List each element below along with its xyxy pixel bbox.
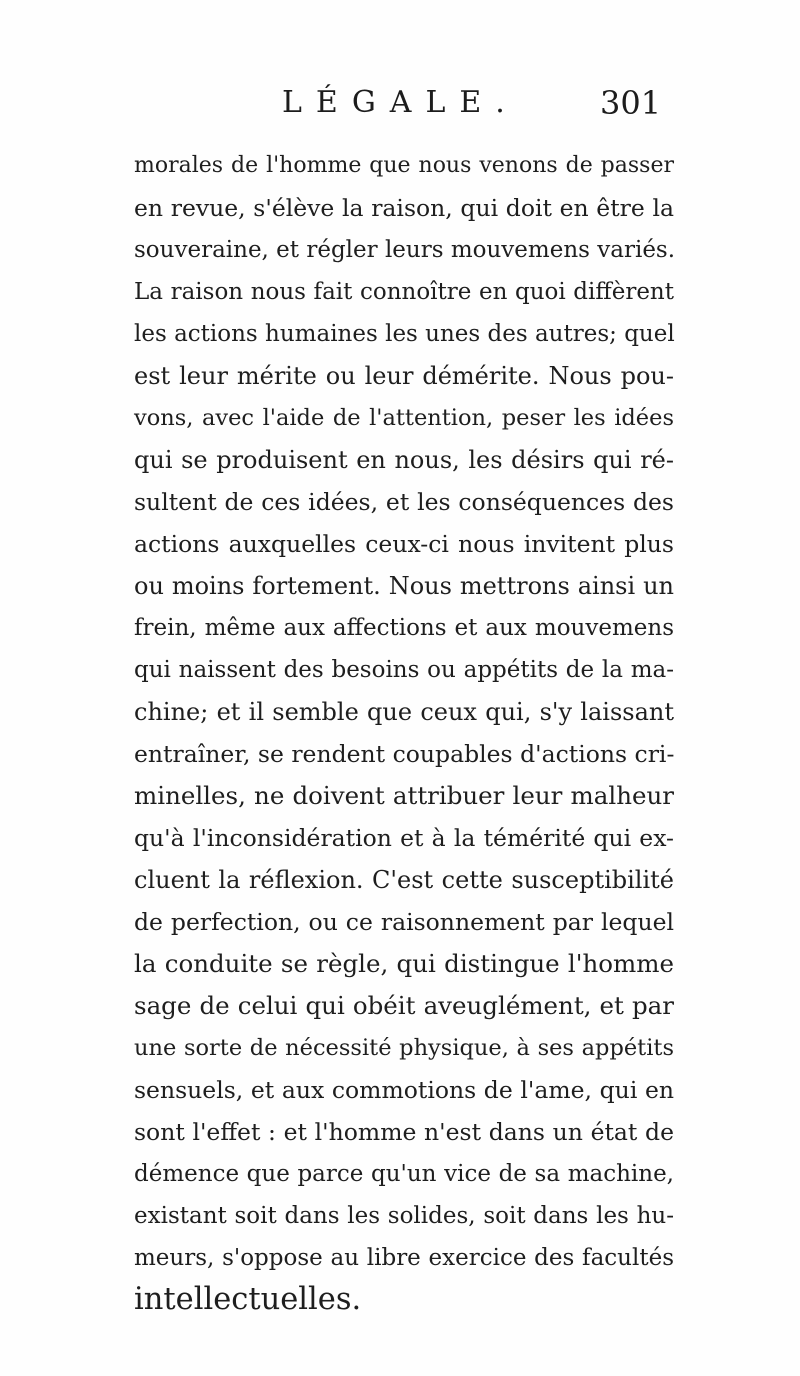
text-line: ou moins fortement. Nous mettrons ainsi un <box>134 572 674 600</box>
text-line: sultent de ces idées, et les conséquences des <box>134 488 674 516</box>
text-line: qui se produisent en nous, les désirs qui ré- <box>134 446 674 474</box>
text-line: démence que parce qu'un vice de sa machine, <box>134 1161 674 1187</box>
text-line: frein, même aux affections et aux mouvemens <box>134 615 674 641</box>
text-line: souveraine, et régler leurs mouvemens variés. <box>134 237 676 263</box>
text-line: chine; et il semble que ceux qui, s'y laissant <box>134 698 674 726</box>
text-line: vons, avec l'aide de l'attention, peser les idées <box>134 405 674 431</box>
text-line: morales de l'homme que nous venons de passer <box>134 153 674 178</box>
text-line: de perfection, ou ce raisonnement par lequel <box>134 908 674 936</box>
text-line: cluent la réflexion. C'est cette susceptibilité <box>134 866 674 894</box>
text-line: les actions humaines les unes des autres; quel <box>134 321 675 347</box>
text-line: intellectuelles. <box>134 1282 362 1317</box>
text-line: qui naissent des besoins ou appétits de la ma- <box>134 657 674 683</box>
text-line: une sorte de nécessité physique, à ses appétits <box>134 1035 674 1061</box>
text-line: actions auxquelles ceux-ci nous invitent plus <box>134 530 674 558</box>
text-line: qu'à l'inconsidération et à la témérité qui ex- <box>134 824 674 852</box>
text-line: minelles, ne doivent attribuer leur malheur <box>134 781 674 810</box>
text-line: entraîner, se rendent coupables d'actions cri- <box>134 740 675 768</box>
text-line: sage de celui qui obéit aveuglément, et par <box>134 991 674 1020</box>
running-title: LÉGALE. <box>282 85 519 120</box>
text-line: sont l'effet : et l'homme n'est dans un état de <box>134 1118 674 1146</box>
running-head <box>0 83 800 123</box>
page-number: 301 <box>600 84 662 122</box>
text-line: sensuels, et aux commotions de l'ame, qui en <box>134 1076 674 1104</box>
text-line: existant soit dans les solides, soit dans les hu- <box>134 1203 674 1229</box>
text-line: La raison nous fait connoître en quoi diffèrent <box>134 279 674 305</box>
text-line: en revue, s'élève la raison, qui doit en être la <box>134 194 674 222</box>
text-line: meurs, s'oppose au libre exercice des facultés <box>134 1245 674 1271</box>
text-line: est leur mérite ou leur démérite. Nous pou- <box>134 362 674 390</box>
text-line: la conduite se règle, qui distingue l'homme <box>134 949 674 978</box>
